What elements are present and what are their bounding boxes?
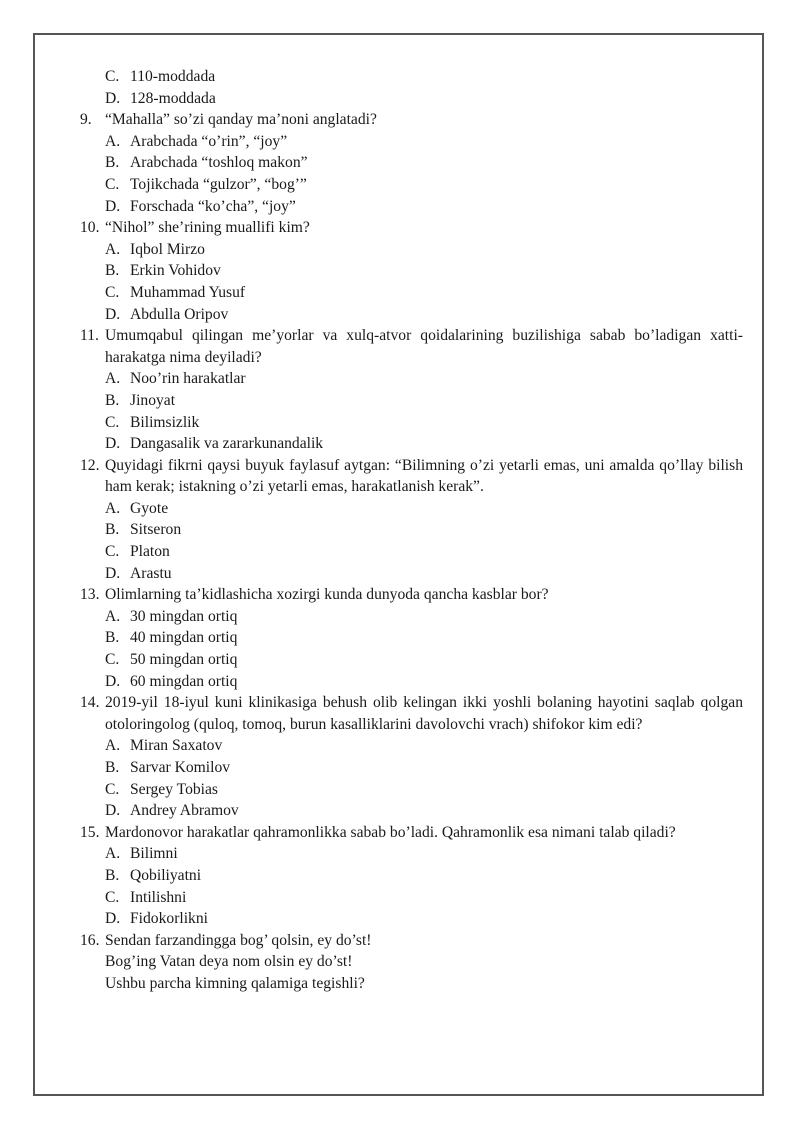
option-letter: D.: [105, 305, 121, 323]
option-letter: C.: [105, 888, 120, 906]
option-letter: A.: [105, 499, 121, 517]
list-item: [0, 779, 800, 801]
option-text: Muhammad Yusuf: [130, 283, 246, 301]
question-15: [0, 822, 800, 844]
option-letter: A.: [105, 370, 121, 388]
list-item: [0, 390, 800, 412]
poem-line: Bog’ing Vatan deya nom olsin ey do’st!: [105, 953, 353, 971]
option-text: Arastu: [130, 564, 172, 582]
option-letter: C.: [105, 283, 120, 301]
list-item: [0, 66, 800, 88]
option-letter: A.: [105, 607, 121, 625]
list-item: [0, 757, 800, 779]
option-letter: B.: [105, 629, 120, 647]
option-text: Jinoyat: [130, 391, 176, 409]
option-letter: D.: [105, 910, 121, 928]
option-letter: C.: [105, 651, 120, 669]
option-text: Abdulla Oripov: [130, 305, 229, 323]
question-10: [0, 217, 800, 239]
option-letter: C.: [105, 780, 120, 798]
option-text: 128-moddada: [130, 89, 216, 107]
option-text: 30 mingdan ortiq: [130, 607, 238, 625]
option-letter: A.: [105, 132, 121, 150]
option-text: Miran Saxatov: [130, 737, 223, 755]
question-text: Quyidagi fikrni qaysi buyuk faylasuf aytgan: “Bilimning o’zi yetarli emas, uni amalda qo’llay bilish ham kerak; istakning o’zi yetarli emas, harakatlanish kerak”.: [105, 456, 743, 496]
list-item: [0, 260, 800, 282]
option-text: Qobiliyatni: [130, 866, 202, 884]
option-letter: B.: [105, 759, 120, 776]
option-letter: A.: [105, 737, 121, 755]
list-item: [0, 541, 800, 563]
list-item: [0, 627, 800, 649]
list-item: [0, 433, 800, 455]
list-item: [0, 174, 800, 196]
question-14: [0, 692, 800, 735]
option-text: Sitseron: [130, 521, 182, 539]
option-text: Sarvar Komilov: [130, 759, 231, 776]
option-text: Bilimsizlik: [130, 413, 200, 431]
list-item: [0, 368, 800, 390]
option-text: 50 mingdan ortiq: [130, 651, 238, 669]
option-letter: D.: [105, 435, 121, 453]
list-item: [0, 498, 800, 520]
option-letter: B.: [105, 262, 120, 280]
question-number: 15.: [80, 823, 100, 841]
question-text: Umumqabul qilingan me’yorlar va xulq-atvor qoidalarining buzilishiga sabab bo’ladigan xatti-harakatga nima deyiladi?: [105, 327, 743, 366]
poem-line: Sendan farzandingga bog’ qolsin, ey do’st!: [105, 931, 372, 949]
list-item: [0, 671, 800, 693]
option-letter: A.: [105, 240, 121, 258]
option-letter: D.: [105, 89, 121, 107]
list-item: [0, 196, 800, 218]
option-letter: D.: [105, 197, 121, 215]
option-text: Forschada “ko’cha”, “joy”: [130, 197, 296, 215]
option-letter: C.: [105, 543, 120, 561]
list-item: [0, 152, 800, 174]
option-text: Arabchada “toshloq makon”: [130, 154, 308, 172]
option-text: Platon: [130, 543, 170, 561]
question-text: “Nihol” she’rining muallifi kim?: [105, 219, 310, 237]
option-letter: C.: [105, 175, 120, 193]
list-item: [0, 282, 800, 304]
list-item: [0, 606, 800, 628]
option-text: Andrey Abramov: [130, 802, 239, 820]
option-letter: A.: [105, 845, 121, 863]
list-item: [0, 88, 800, 110]
question-text: Mardonovor harakatlar qahramonlikka sabab bo’ladi. Qahramonlik esa nimani talab qiladi?: [105, 823, 676, 841]
list-item: [0, 887, 800, 909]
list-item: [0, 131, 800, 153]
question-16: [0, 930, 800, 952]
option-text: Arabchada “o’rin”, “joy”: [130, 132, 288, 150]
question-sheet: [0, 66, 800, 995]
question-number: 11.: [80, 327, 99, 345]
list-item: [0, 412, 800, 434]
option-letter: D.: [105, 672, 121, 690]
option-letter: B.: [105, 866, 120, 884]
question-number: 12.: [80, 456, 100, 474]
list-item: [0, 800, 800, 822]
option-letter: B.: [105, 154, 120, 172]
list-item: [0, 649, 800, 671]
option-letter: B.: [105, 521, 120, 539]
list-item: [0, 239, 800, 261]
poem-line-row: [0, 951, 800, 973]
question-9: [0, 109, 800, 131]
option-letter: D.: [105, 564, 121, 582]
question-number: 16.: [80, 931, 100, 949]
question-number: 9.: [80, 111, 92, 129]
option-text: Intilishni: [130, 888, 187, 906]
option-letter: C.: [105, 68, 120, 85]
option-text: 40 mingdan ortiq: [130, 629, 238, 647]
question-text-row: [0, 973, 800, 995]
option-text: Sergey Tobias: [130, 780, 218, 798]
question-13: [0, 584, 800, 606]
question-12: [0, 455, 800, 498]
option-text: 110-moddada: [130, 68, 216, 85]
option-text: Erkin Vohidov: [130, 262, 221, 280]
option-text: Iqbol Mirzo: [130, 240, 205, 258]
question-number: 13.: [80, 586, 100, 604]
question-text: 2019-yil 18-iyul kuni klinikasiga behush olib kelingan ikki yoshli bolaning hayotini saqlab qolgan otoloringolog (quloq, tomoq, burun kasalliklarini davolovchi vrach) shifokor kim edi?: [105, 694, 743, 733]
option-text: Noo’rin harakatlar: [130, 370, 246, 388]
question-text: Ushbu parcha kimning qalamiga tegishli?: [105, 974, 365, 992]
list-item: [0, 908, 800, 930]
option-letter: B.: [105, 391, 120, 409]
question-text: “Mahalla” so’zi qanday ma’noni anglatadi?: [105, 111, 377, 129]
question-number: 14.: [80, 694, 100, 712]
list-item: [0, 519, 800, 541]
option-text: Tojikchada “gulzor”, “bog’”: [130, 175, 307, 193]
list-item: [0, 735, 800, 757]
option-letter: D.: [105, 802, 121, 820]
question-text: Olimlarning ta’kidlashicha xozirgi kunda dunyoda qancha kasblar bor?: [105, 586, 549, 604]
option-text: 60 mingdan ortiq: [130, 672, 238, 690]
list-item: [0, 304, 800, 326]
option-text: Fidokorlikni: [130, 910, 208, 928]
list-item: [0, 563, 800, 585]
list-item: [0, 843, 800, 865]
option-text: Dangasalik va zararkunandalik: [130, 435, 324, 453]
option-text: Bilimni: [130, 845, 178, 863]
list-item: [0, 865, 800, 887]
question-11: [0, 325, 800, 368]
question-number: 10.: [80, 219, 100, 237]
option-letter: C.: [105, 413, 120, 431]
option-text: Gyote: [130, 499, 169, 517]
